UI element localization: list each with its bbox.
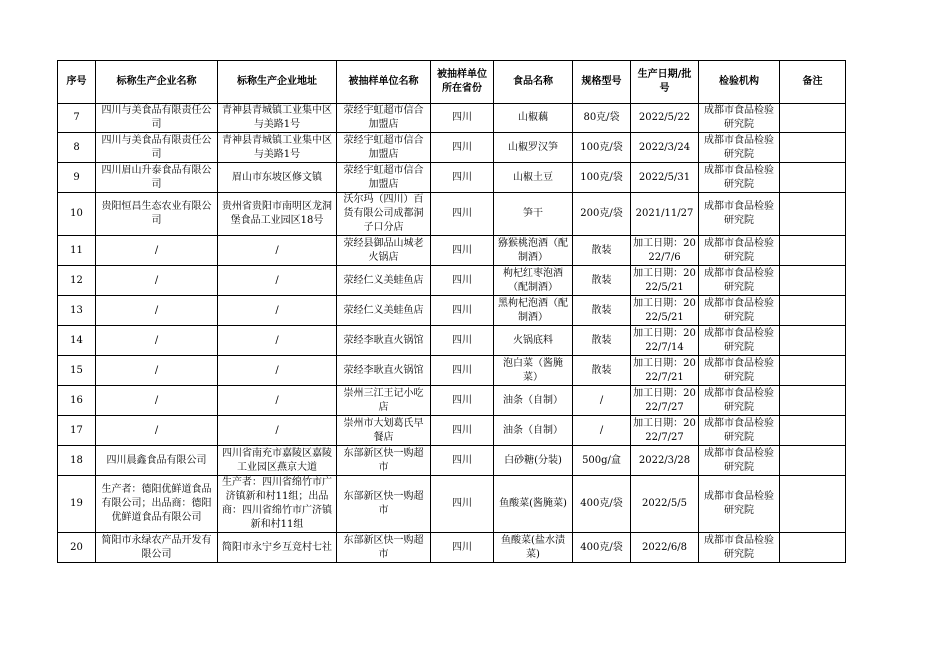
remarks-cell [780, 356, 846, 386]
manufacturer-address-cell: 青神县青城镇工业集中区与美路1号 [218, 104, 337, 133]
remarks-cell [780, 266, 846, 296]
manufacturer-name-cell: / [96, 326, 218, 356]
manufacturer-name-cell: / [96, 296, 218, 326]
manufacturer-name-cell: 贵阳恒昌生态农业有限公司 [96, 193, 218, 236]
inspection-agency-cell: 成都市食品检验研究院 [699, 236, 780, 266]
remarks-cell [780, 104, 846, 133]
inspection-agency-cell: 成都市食品检验研究院 [699, 356, 780, 386]
manufacturer-address-cell: 青神县青城镇工业集中区与美路1号 [218, 133, 337, 163]
inspection-agency-cell: 成都市食品检验研究院 [699, 296, 780, 326]
inspection-agency-cell: 成都市食品检验研究院 [699, 476, 780, 533]
col-manufacturer-address-header: 标称生产企业地址 [218, 61, 337, 104]
manufacturer-name-cell: 四川晨鑫食品有限公司 [96, 446, 218, 476]
spec-cell: / [573, 416, 631, 446]
inspection-agency-cell: 成都市食品检验研究院 [699, 416, 780, 446]
sampled-unit-cell: 荥经李耿直火锅馆 [337, 356, 431, 386]
row-index-cell: 16 [58, 386, 96, 416]
food-name-cell: 泡白菜（酱腌菜） [494, 356, 573, 386]
manufacturer-name-cell: / [96, 236, 218, 266]
date-batch-cell: 2022/3/28 [631, 446, 699, 476]
row-index-cell: 20 [58, 533, 96, 563]
province-cell: 四川 [431, 533, 494, 563]
table-row [58, 296, 846, 326]
row-index-cell: 14 [58, 326, 96, 356]
spec-cell: 散装 [573, 296, 631, 326]
remarks-cell [780, 476, 846, 533]
manufacturer-address-cell: / [218, 416, 337, 446]
inspection-agency-cell: 成都市食品检验研究院 [699, 533, 780, 563]
province-cell: 四川 [431, 386, 494, 416]
table-row [58, 193, 846, 236]
food-name-cell: 油条（自制） [494, 416, 573, 446]
table-row [58, 326, 846, 356]
spec-cell: 散装 [573, 356, 631, 386]
province-cell: 四川 [431, 356, 494, 386]
table-row [58, 236, 846, 266]
table-row [58, 133, 846, 163]
sampled-unit-cell: 荥经仁义美蛙鱼店 [337, 296, 431, 326]
inspection-agency-cell: 成都市食品检验研究院 [699, 266, 780, 296]
manufacturer-address-cell: / [218, 326, 337, 356]
remarks-cell [780, 533, 846, 563]
sampled-unit-cell: 东部新区快一购超市 [337, 476, 431, 533]
province-cell: 四川 [431, 133, 494, 163]
inspection-agency-cell: 成都市食品检验研究院 [699, 446, 780, 476]
sampled-unit-cell: 荥经宇虹超市信合加盟店 [337, 104, 431, 133]
row-index-cell: 10 [58, 193, 96, 236]
row-index-cell: 7 [58, 104, 96, 133]
province-cell: 四川 [431, 104, 494, 133]
food-name-cell: 枸杞红枣泡酒（配制酒） [494, 266, 573, 296]
manufacturer-name-cell: 简阳市永绿农产品开发有限公司 [96, 533, 218, 563]
spec-cell: / [573, 386, 631, 416]
manufacturer-name-cell: / [96, 386, 218, 416]
manufacturer-name-cell: / [96, 266, 218, 296]
date-batch-cell: 2022/5/5 [631, 476, 699, 533]
inspection-agency-cell: 成都市食品检验研究院 [699, 386, 780, 416]
date-batch-cell: 加工日期：2022/5/21 [631, 296, 699, 326]
remarks-cell [780, 296, 846, 326]
row-index-cell: 12 [58, 266, 96, 296]
date-batch-cell: 加工日期：2022/5/21 [631, 266, 699, 296]
spec-cell: 100克/袋 [573, 163, 631, 193]
col-food-name-header: 食品名称 [494, 61, 573, 104]
manufacturer-address-cell: 贵州省贵阳市南明区龙洞堡食品工业园区18号 [218, 193, 337, 236]
manufacturer-name-cell: 四川眉山升泰食品有限公司 [96, 163, 218, 193]
spec-cell: 散装 [573, 266, 631, 296]
inspection-agency-cell: 成都市食品检验研究院 [699, 193, 780, 236]
table-row [58, 446, 846, 476]
sampled-unit-cell: 荥经李耿直火锅馆 [337, 326, 431, 356]
row-index-cell: 13 [58, 296, 96, 326]
date-batch-cell: 加工日期：2022/7/6 [631, 236, 699, 266]
table-body [58, 104, 846, 563]
row-index-cell: 17 [58, 416, 96, 446]
food-name-cell: 猕猴桃泡酒（配制酒） [494, 236, 573, 266]
manufacturer-address-cell: 生产者：四川省绵竹市广济镇新和村11组；出品商：四川省绵竹市广济镇新和村11组 [218, 476, 337, 533]
sampled-unit-cell: 荥经宇虹超市信合加盟店 [337, 163, 431, 193]
food-name-cell: 白砂糖(分装) [494, 446, 573, 476]
manufacturer-address-cell: / [218, 356, 337, 386]
province-cell: 四川 [431, 193, 494, 236]
food-name-cell: 黑枸杞泡酒（配制酒） [494, 296, 573, 326]
food-name-cell: 笋干 [494, 193, 573, 236]
spec-cell: 散装 [573, 326, 631, 356]
row-index-cell: 9 [58, 163, 96, 193]
remarks-cell [780, 416, 846, 446]
food-name-cell: 火锅底料 [494, 326, 573, 356]
spec-cell: 散装 [573, 236, 631, 266]
row-index-cell: 11 [58, 236, 96, 266]
province-cell: 四川 [431, 296, 494, 326]
table-header [58, 61, 846, 104]
inspection-agency-cell: 成都市食品检验研究院 [699, 104, 780, 133]
province-cell: 四川 [431, 236, 494, 266]
inspection-agency-cell: 成都市食品检验研究院 [699, 163, 780, 193]
food-name-cell: 山椒罗汉笋 [494, 133, 573, 163]
date-batch-cell: 2022/5/31 [631, 163, 699, 193]
table-row [58, 386, 846, 416]
spec-cell: 400克/袋 [573, 533, 631, 563]
col-inspection-agency-header: 检验机构 [699, 61, 780, 104]
manufacturer-name-cell: / [96, 416, 218, 446]
remarks-cell [780, 163, 846, 193]
remarks-cell [780, 236, 846, 266]
row-index-cell: 18 [58, 446, 96, 476]
col-index-header: 序号 [58, 61, 96, 104]
sampled-unit-cell: 荥经仁义美蛙鱼店 [337, 266, 431, 296]
table-row [58, 163, 846, 193]
manufacturer-name-cell: / [96, 356, 218, 386]
manufacturer-address-cell: / [218, 386, 337, 416]
col-remarks-header: 备注 [780, 61, 846, 104]
remarks-cell [780, 133, 846, 163]
manufacturer-address-cell: / [218, 236, 337, 266]
food-name-cell: 山椒土豆 [494, 163, 573, 193]
province-cell: 四川 [431, 446, 494, 476]
date-batch-cell: 2022/5/22 [631, 104, 699, 133]
header-row [58, 61, 846, 104]
sampled-unit-cell: 东部新区快一购超市 [337, 446, 431, 476]
manufacturer-name-cell: 生产者：德阳优鲜道食品有限公司；出品商：德阳优鲜道食品有限公司 [96, 476, 218, 533]
sampled-unit-cell: 荥经宇虹超市信合加盟店 [337, 133, 431, 163]
col-date-batch-header: 生产日期/批号 [631, 61, 699, 104]
food-name-cell: 鱼酸菜(盐水渍菜) [494, 533, 573, 563]
date-batch-cell: 2021/11/27 [631, 193, 699, 236]
spec-cell: 200克/袋 [573, 193, 631, 236]
sampled-unit-cell: 沃尔玛（四川）百货有限公司成都洞子口分店 [337, 193, 431, 236]
date-batch-cell: 加工日期：2022/7/27 [631, 416, 699, 446]
food-name-cell: 山椒藕 [494, 104, 573, 133]
sampled-unit-cell: 荥经县御品山城老火锅店 [337, 236, 431, 266]
date-batch-cell: 加工日期：2022/7/27 [631, 386, 699, 416]
remarks-cell [780, 326, 846, 356]
col-province-header: 被抽样单位所在省份 [431, 61, 494, 104]
remarks-cell [780, 446, 846, 476]
food-name-cell: 油条（自制） [494, 386, 573, 416]
manufacturer-name-cell: 四川与美食品有限责任公司 [96, 104, 218, 133]
table-row [58, 416, 846, 446]
sampled-unit-cell: 崇州三江王记小吃店 [337, 386, 431, 416]
date-batch-cell: 2022/6/8 [631, 533, 699, 563]
manufacturer-address-cell: 四川省南充市嘉陵区嘉陵工业园区燕京大道 [218, 446, 337, 476]
sampled-unit-cell: 东部新区快一购超市 [337, 533, 431, 563]
province-cell: 四川 [431, 416, 494, 446]
date-batch-cell: 加工日期：2022/7/21 [631, 356, 699, 386]
inspection-agency-cell: 成都市食品检验研究院 [699, 326, 780, 356]
manufacturer-address-cell: / [218, 296, 337, 326]
manufacturer-address-cell: 眉山市东坡区修文镇 [218, 163, 337, 193]
remarks-cell [780, 193, 846, 236]
province-cell: 四川 [431, 326, 494, 356]
table-row [58, 356, 846, 386]
province-cell: 四川 [431, 266, 494, 296]
spec-cell: 400克/袋 [573, 476, 631, 533]
spec-cell: 100克/袋 [573, 133, 631, 163]
manufacturer-address-cell: / [218, 266, 337, 296]
row-index-cell: 8 [58, 133, 96, 163]
row-index-cell: 19 [58, 476, 96, 533]
inspection-agency-cell: 成都市食品检验研究院 [699, 133, 780, 163]
manufacturer-address-cell: 简阳市永宁乡互竞村七社 [218, 533, 337, 563]
col-sampled-unit-header: 被抽样单位名称 [337, 61, 431, 104]
table-row [58, 533, 846, 563]
spec-cell: 500g/盒 [573, 446, 631, 476]
province-cell: 四川 [431, 163, 494, 193]
table-row [58, 476, 846, 533]
col-spec-header: 规格型号 [573, 61, 631, 104]
table-row [58, 266, 846, 296]
col-manufacturer-header: 标称生产企业名称 [96, 61, 218, 104]
date-batch-cell: 加工日期：2022/7/14 [631, 326, 699, 356]
manufacturer-name-cell: 四川与美食品有限责任公司 [96, 133, 218, 163]
remarks-cell [780, 386, 846, 416]
table-row [58, 104, 846, 133]
row-index-cell: 15 [58, 356, 96, 386]
sampled-unit-cell: 崇州市大划葛氏早餐店 [337, 416, 431, 446]
sampling-results-table [57, 60, 846, 563]
food-name-cell: 鱼酸菜(酱腌菜) [494, 476, 573, 533]
date-batch-cell: 2022/3/24 [631, 133, 699, 163]
spec-cell: 80克/袋 [573, 104, 631, 133]
province-cell: 四川 [431, 476, 494, 533]
